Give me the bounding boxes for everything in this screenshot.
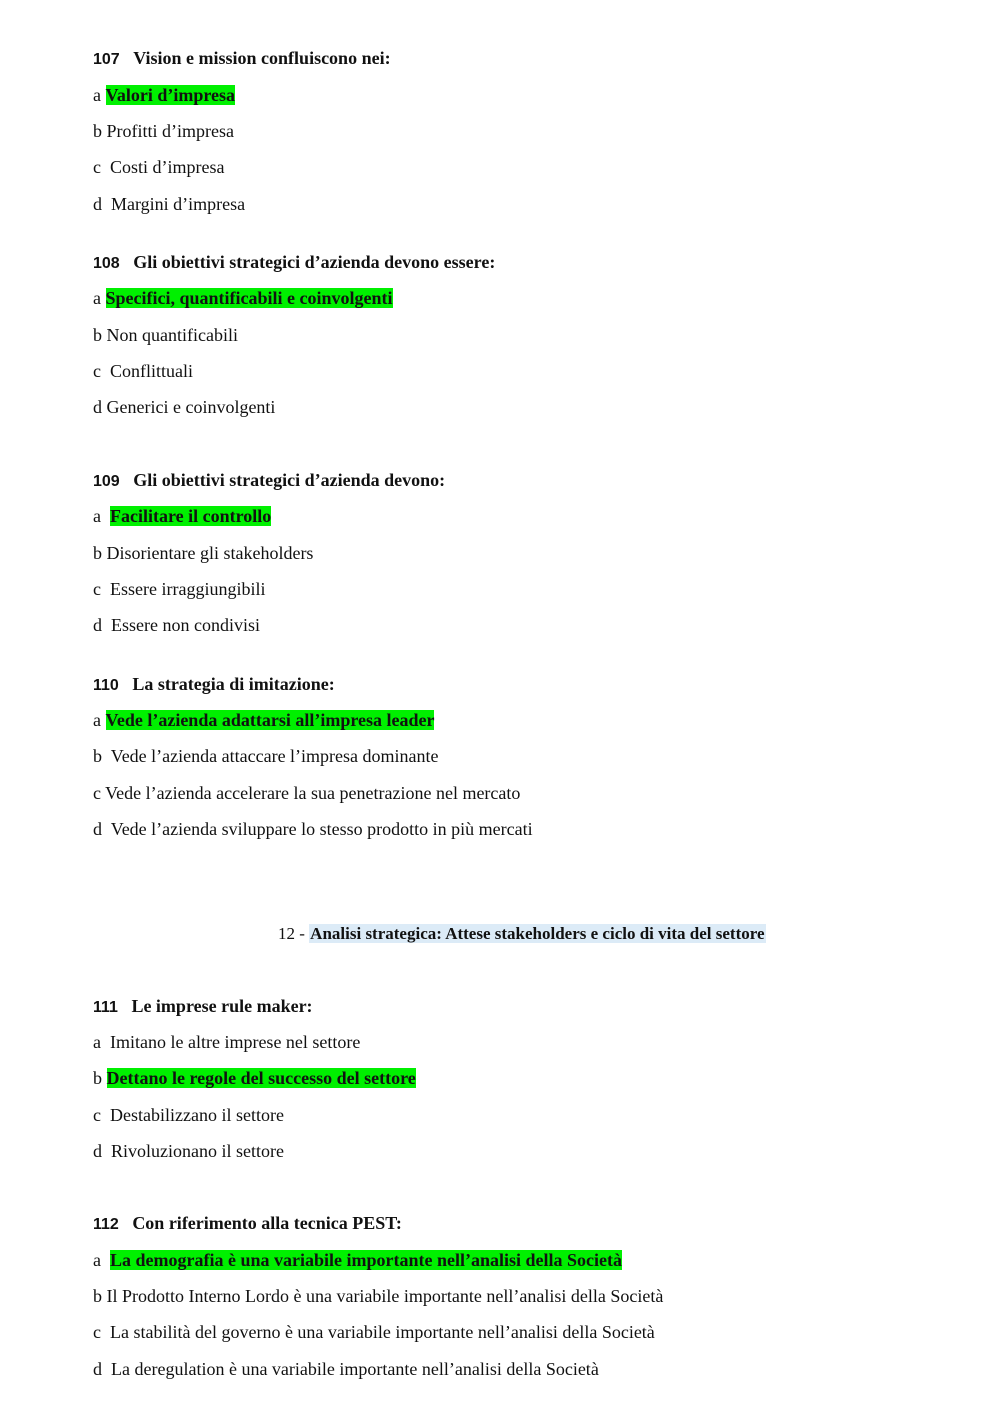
option-letter: d bbox=[93, 194, 111, 214]
option-letter: b bbox=[93, 543, 107, 563]
option-108-b bbox=[93, 323, 238, 347]
option-text: Essere non condivisi bbox=[111, 615, 260, 635]
section-prefix: 12 - bbox=[278, 924, 310, 943]
option-107-c bbox=[93, 155, 225, 179]
section-heading bbox=[278, 921, 766, 947]
question-112 bbox=[93, 1211, 402, 1237]
option-letter: a bbox=[93, 288, 106, 308]
option-112-c bbox=[93, 1320, 655, 1344]
option-110-b bbox=[93, 744, 439, 768]
option-text: Conflittuali bbox=[110, 361, 193, 381]
option-108-d bbox=[93, 395, 275, 419]
option-letter: b bbox=[93, 325, 107, 345]
question-number: 111 bbox=[93, 999, 118, 1016]
option-text: Imitano le altre imprese nel settore bbox=[110, 1032, 361, 1052]
option-112-a bbox=[93, 1248, 622, 1272]
option-letter: c bbox=[93, 157, 110, 177]
option-111-c bbox=[93, 1103, 284, 1127]
question-text: Gli obiettivi strategici d’azienda devono essere: bbox=[133, 252, 496, 272]
option-109-b bbox=[93, 541, 313, 565]
option-letter: d bbox=[93, 615, 111, 635]
option-110-d bbox=[93, 817, 533, 841]
option-letter: a bbox=[93, 85, 106, 105]
option-text: Profitti d’impresa bbox=[106, 121, 234, 141]
option-letter: d bbox=[93, 1141, 111, 1161]
question-text: Gli obiettivi strategici d’azienda devono: bbox=[133, 470, 446, 490]
option-text: Vede l’azienda attaccare l’impresa dominante bbox=[110, 746, 439, 766]
option-text: La stabilità del governo è una variabile importante nell’analisi della Società bbox=[110, 1322, 655, 1342]
correct-answer-text: Dettano le regole del successo del settore bbox=[106, 1068, 416, 1088]
option-letter: d bbox=[93, 819, 111, 839]
option-letter: d bbox=[93, 1359, 111, 1379]
option-text: Il Prodotto Interno Lordo è una variabile importante nell’analisi della Società bbox=[106, 1286, 664, 1306]
option-letter: a bbox=[93, 1250, 110, 1270]
option-letter: a bbox=[93, 506, 110, 526]
question-107 bbox=[93, 46, 391, 72]
question-text: La strategia di imitazione: bbox=[132, 674, 335, 694]
correct-answer-text: Vede l’azienda adattarsi all’impresa leader bbox=[105, 710, 435, 730]
option-111-a bbox=[93, 1030, 360, 1054]
question-111 bbox=[93, 994, 313, 1020]
option-text: Rivoluzionano il settore bbox=[111, 1141, 284, 1161]
option-112-d bbox=[93, 1357, 599, 1381]
question-number: 107 bbox=[93, 51, 120, 68]
option-108-a bbox=[93, 286, 393, 310]
option-letter: b bbox=[93, 1286, 107, 1306]
option-letter: c bbox=[93, 783, 106, 803]
question-text: Le imprese rule maker: bbox=[131, 996, 313, 1016]
option-111-b bbox=[93, 1066, 416, 1090]
question-109 bbox=[93, 468, 445, 494]
correct-answer-text: Valori d’impresa bbox=[105, 85, 236, 105]
option-110-c bbox=[93, 781, 520, 805]
option-letter: c bbox=[93, 579, 110, 599]
option-108-c bbox=[93, 359, 193, 383]
option-109-a bbox=[93, 504, 271, 528]
option-text: Disorientare gli stakeholders bbox=[106, 543, 314, 563]
correct-answer-text: Facilitare il controllo bbox=[110, 506, 272, 526]
question-number: 112 bbox=[93, 1216, 119, 1233]
option-107-b bbox=[93, 119, 234, 143]
option-letter: b bbox=[93, 746, 111, 766]
option-letter: b bbox=[93, 121, 107, 141]
question-110 bbox=[93, 672, 335, 698]
option-letter: a bbox=[93, 710, 106, 730]
option-109-d bbox=[93, 613, 260, 637]
option-text: La deregulation è una variabile importante nell’analisi della Società bbox=[111, 1359, 599, 1379]
option-letter: c bbox=[93, 1105, 110, 1125]
option-text: Essere irraggiungibili bbox=[110, 579, 266, 599]
correct-answer-text: La demografia è una variabile importante nell’analisi della Società bbox=[110, 1250, 622, 1270]
option-letter: c bbox=[93, 1322, 110, 1342]
option-letter: c bbox=[93, 361, 110, 381]
option-text: Non quantificabili bbox=[106, 325, 238, 345]
option-107-a bbox=[93, 83, 235, 107]
option-text: Vede l’azienda sviluppare lo stesso prodotto in più mercati bbox=[110, 819, 533, 839]
option-text: Destabilizzano il settore bbox=[110, 1105, 284, 1125]
option-112-b bbox=[93, 1284, 663, 1308]
option-text: Costi d’impresa bbox=[110, 157, 225, 177]
option-109-c bbox=[93, 577, 265, 601]
option-text: Vede l’azienda accelerare la sua penetrazione nel mercato bbox=[105, 783, 521, 803]
question-108 bbox=[93, 250, 495, 276]
option-107-d bbox=[93, 192, 245, 216]
correct-answer-text: Specifici, quantificabili e coinvolgenti bbox=[105, 288, 393, 308]
option-111-d bbox=[93, 1139, 284, 1163]
question-number: 110 bbox=[93, 677, 119, 694]
option-110-a bbox=[93, 708, 434, 732]
question-text: Vision e mission confluiscono nei: bbox=[133, 48, 391, 68]
option-text: Margini d’impresa bbox=[111, 194, 246, 214]
option-text: Generici e coinvolgenti bbox=[106, 397, 276, 417]
question-number: 109 bbox=[93, 473, 120, 490]
section-title: Analisi strategica: Attese stakeholders e ciclo di vita del settore bbox=[310, 924, 765, 943]
question-number: 108 bbox=[93, 255, 120, 272]
option-letter: b bbox=[93, 1068, 107, 1088]
option-letter: d bbox=[93, 397, 107, 417]
option-letter: a bbox=[93, 1032, 110, 1052]
question-text: Con riferimento alla tecnica PEST: bbox=[132, 1213, 402, 1233]
